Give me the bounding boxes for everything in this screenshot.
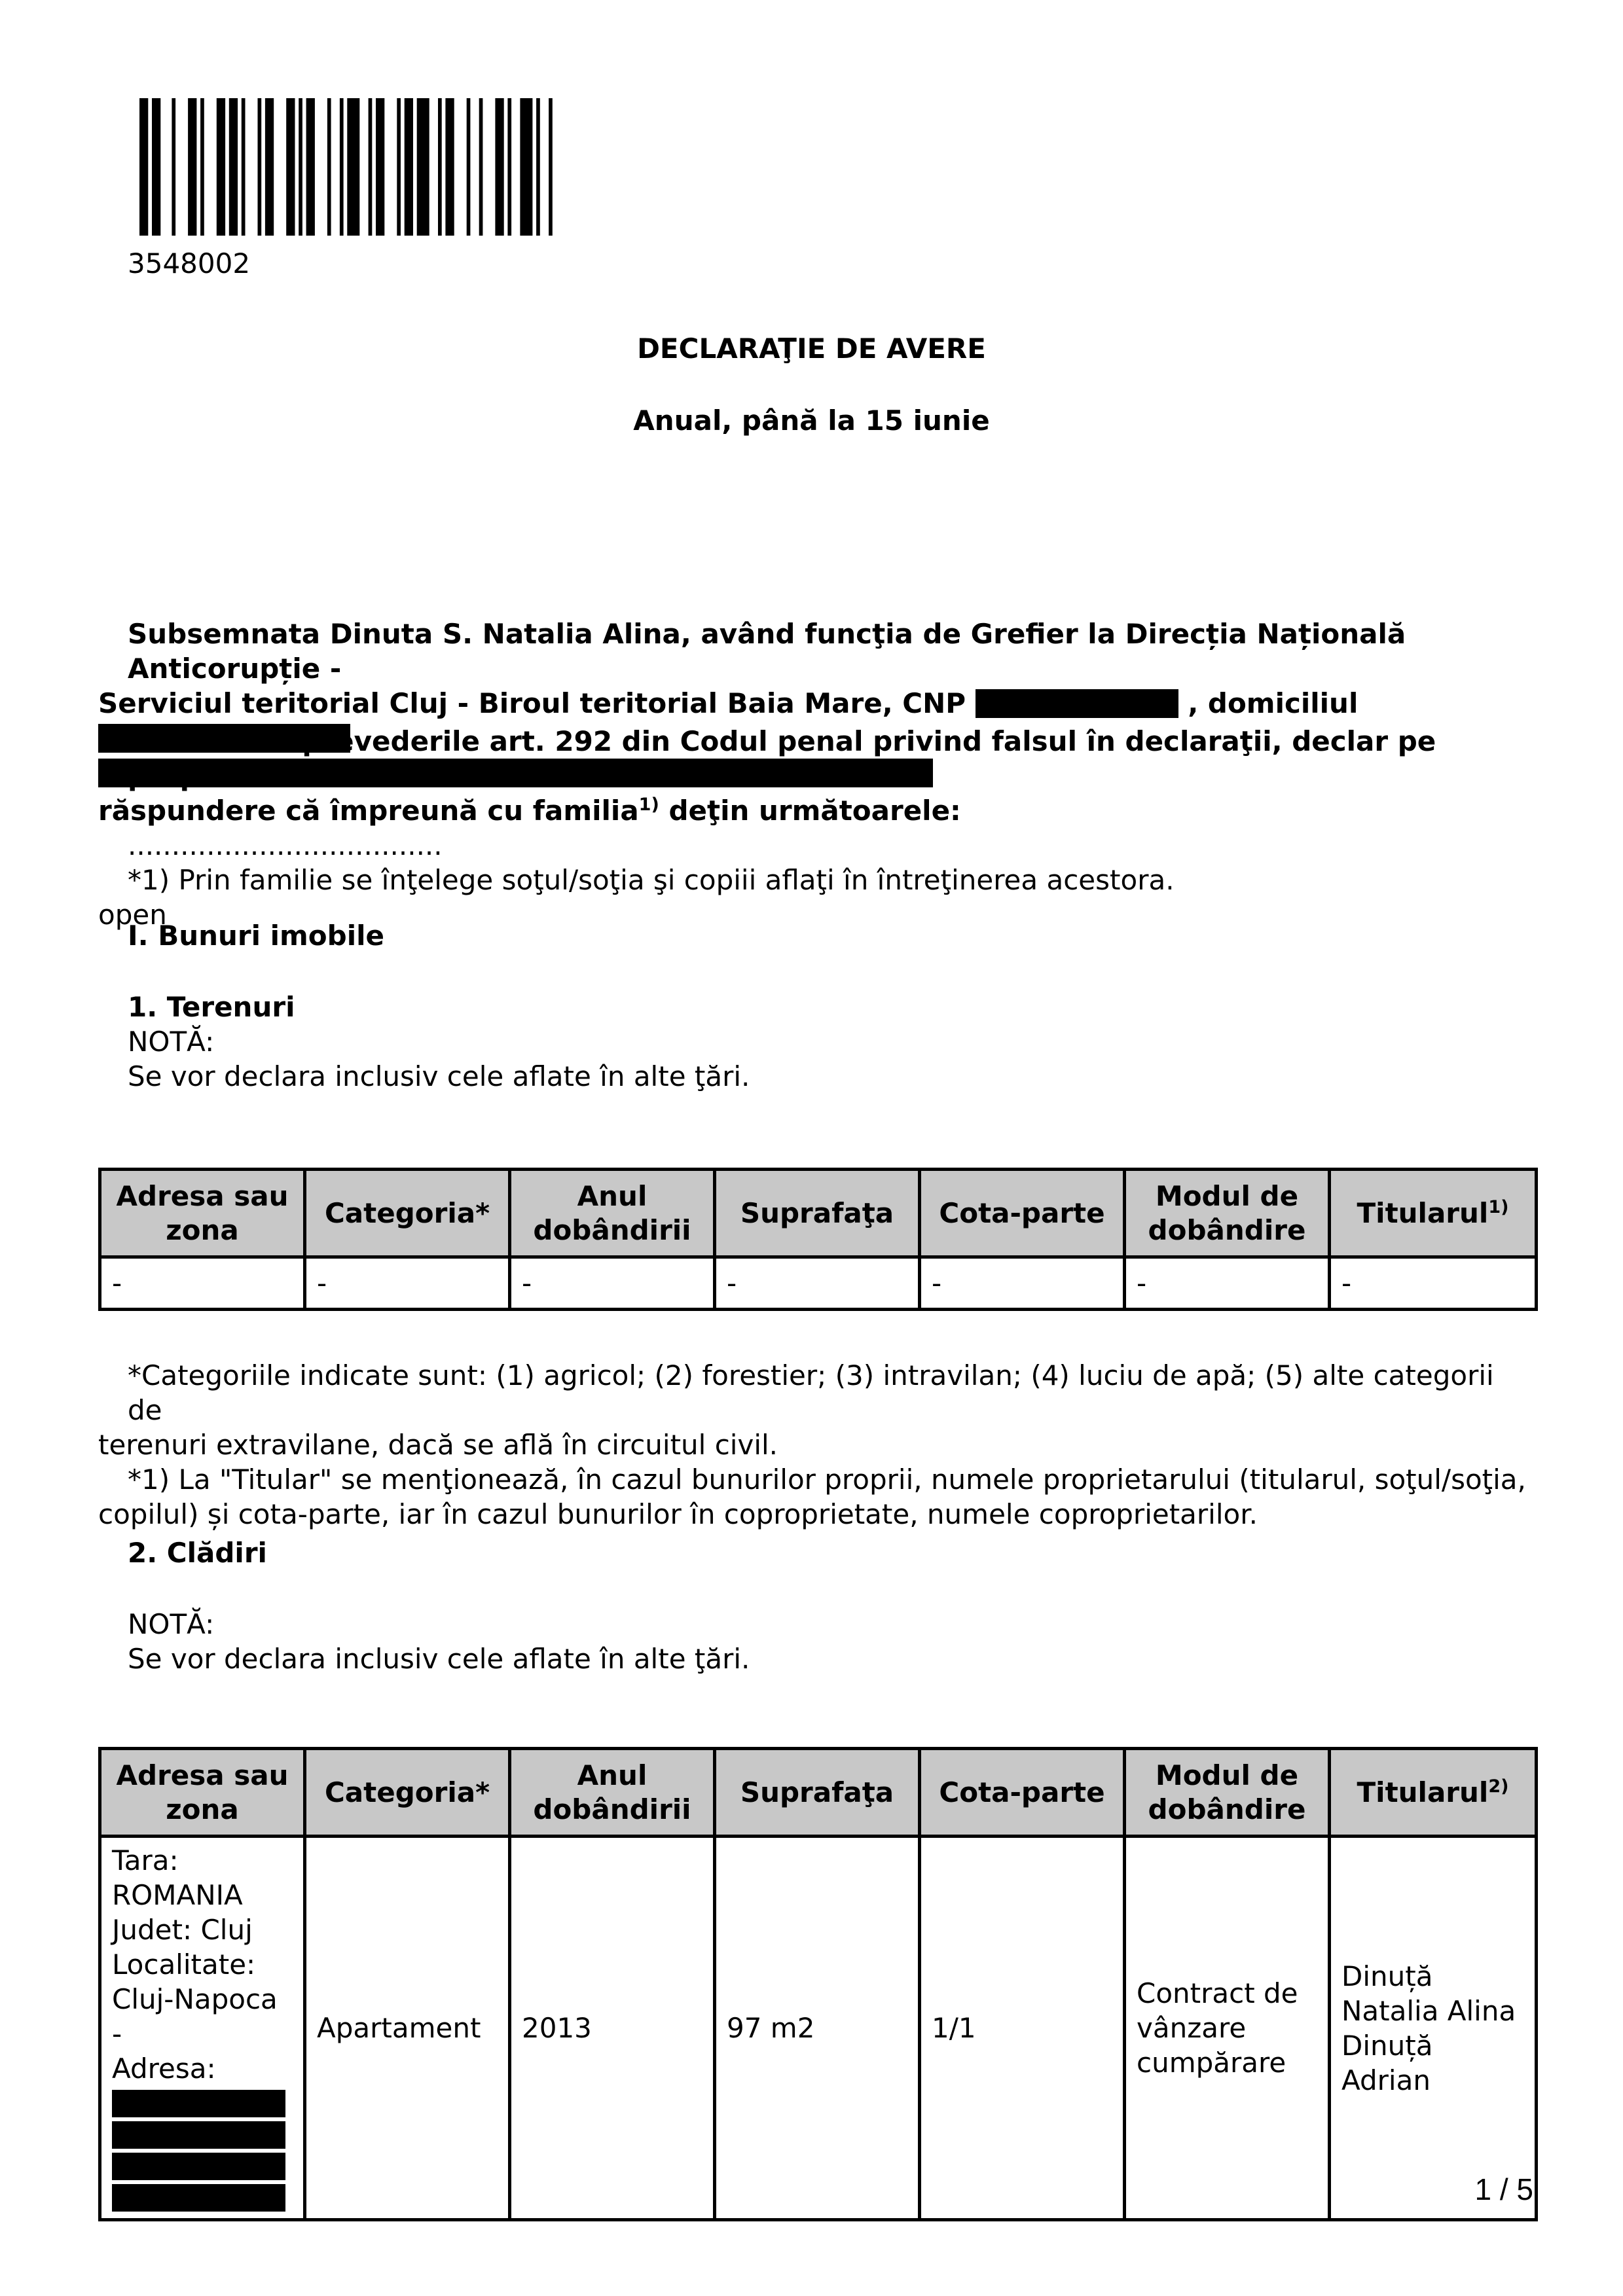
column-header: Adresa sau zona [100, 1749, 305, 1837]
table-row [100, 1257, 1537, 1310]
address-cell: Tara: ROMANIA Judet: Cluj Localitate: Cluj-Napoca - Adresa: [100, 1837, 305, 2220]
categorii-note-cont: terenuri extravilane, dacă se află în circuitul civil. [98, 1429, 778, 1461]
table-cell: - [1330, 1257, 1537, 1310]
table-cell: - [920, 1257, 1125, 1310]
table-notes [98, 1358, 1529, 1532]
family-footnote: *1) Prin familie se înţelege soţul/soţia şi copiii aflaţi în întreţinerea acestora. [128, 864, 1175, 896]
column-header: Cota-parte [920, 1170, 1125, 1257]
page-number: 1 / 5 [1474, 2172, 1533, 2206]
column-header: Titularul$^{1)}$ [1330, 1170, 1537, 1257]
barcode [139, 98, 879, 236]
table-row [100, 1837, 1537, 2220]
nota-label: NOTĂ: [128, 1608, 215, 1640]
modul-cell: Contract de vânzare cumpărare [1125, 1837, 1330, 2220]
column-header: Titularul$^{2)}$ [1330, 1749, 1537, 1837]
anul-cell: 2013 [510, 1837, 715, 2220]
titular-note: *1) La "Titular" se menţionează, în cazul bunurilor proprii, numele proprietarului (titularul, soţul/soţia, [128, 1463, 1526, 1496]
barcode-number: 3548002 [128, 247, 251, 279]
categorii-note: *Categoriile indicate sunt: (1) agricol; (2) forestier; (3) intravilan; (4) luciu de apă; (5) alte categorii de [128, 1359, 1494, 1426]
column-header: Anul dobândirii [510, 1749, 715, 1837]
nota-label: NOTĂ: [128, 1026, 215, 1058]
section-heading: I. Bunuri imobile [128, 920, 385, 952]
table-cell: - [100, 1257, 305, 1310]
section-cladiri [98, 1535, 1529, 1676]
table-cell: - [715, 1257, 920, 1310]
cladiri-table [98, 1747, 1538, 2221]
redacted-address-line [112, 2184, 285, 2212]
column-header: Suprafaţa [715, 1749, 920, 1837]
section-bunuri-imobile [98, 918, 1529, 1094]
terenuri-table [98, 1168, 1538, 1311]
redacted-address-line [112, 2153, 285, 2180]
redacted-address-line [112, 2090, 285, 2117]
column-header: Categoria* [305, 1170, 510, 1257]
dots-line: .................................... [128, 829, 443, 861]
titular-note-cont: copilul) și cota-parte, iar în cazul bunurilor în coproprietate, numele coproprietarilor. [98, 1498, 1258, 1530]
statement-line-2: Serviciul teritorial Cluj - Biroul teritorial Baia Mare, CNP , domiciliul [98, 686, 1529, 755]
knowledge-statement [98, 724, 1529, 932]
column-header: Categoria* [305, 1749, 510, 1837]
open-marker: open [98, 899, 167, 931]
document-title: DECLARAŢIE DE AVERE [637, 332, 986, 365]
categoria-cell: Apartament [305, 1837, 510, 2220]
table-cell: - [1125, 1257, 1330, 1310]
subsection-terenuri: 1. Terenuri [128, 991, 295, 1023]
nota-text: Se vor declara inclusiv cele aflate în alte ţări. [128, 1643, 750, 1675]
knowledge-line-2: răspundere că împreună cu familia$^{1)}$ deţin următoarele: [98, 795, 961, 827]
table-cell: - [510, 1257, 715, 1310]
statement-line-1: Subsemnata Dinuta S. Natalia Alina, având funcţia de Grefier la Direcția Națională Anticorupție - [128, 618, 1406, 685]
table-header-row [100, 1749, 1537, 1837]
table-cell: - [305, 1257, 510, 1310]
cota-cell: 1/1 [920, 1837, 1125, 2220]
column-header: Modul de dobândire [1125, 1749, 1330, 1837]
titular-cell: Dinuță Natalia Alina Dinuță Adrian [1330, 1837, 1537, 2220]
nota-text: Se vor declara inclusiv cele aflate în alte ţări. [128, 1060, 750, 1092]
knowledge-line-1: cunoscând prevederile art. 292 din Codul penal privind falsul în declaraţii, declar pe proprie [128, 725, 1436, 792]
suprafata-cell: 97 m2 [715, 1837, 920, 2220]
document-subtitle: Anual, până la 15 iunie [633, 404, 990, 437]
column-header: Cota-parte [920, 1749, 1125, 1837]
column-header: Anul dobândirii [510, 1170, 715, 1257]
column-header: Modul de dobândire [1125, 1170, 1330, 1257]
subsection-cladiri: 2. Clădiri [128, 1537, 267, 1569]
redacted-cnp [976, 689, 1178, 718]
table-header-row [100, 1170, 1537, 1257]
column-header: Suprafaţa [715, 1170, 920, 1257]
redacted-address-line [112, 2121, 285, 2149]
column-header: Adresa sau zona [100, 1170, 305, 1257]
